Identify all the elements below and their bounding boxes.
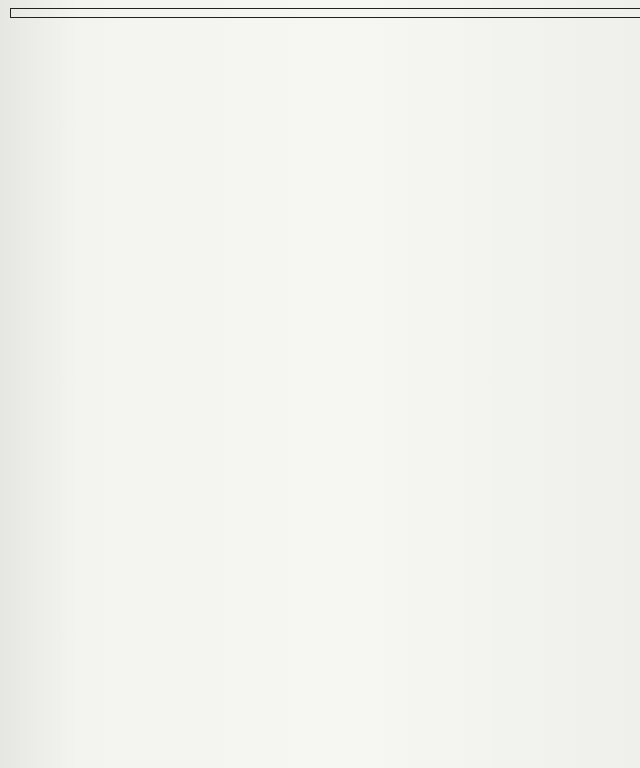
notice-box: [10, 8, 640, 18]
urbanism-certificate-sheet: [48, 0, 628, 42]
